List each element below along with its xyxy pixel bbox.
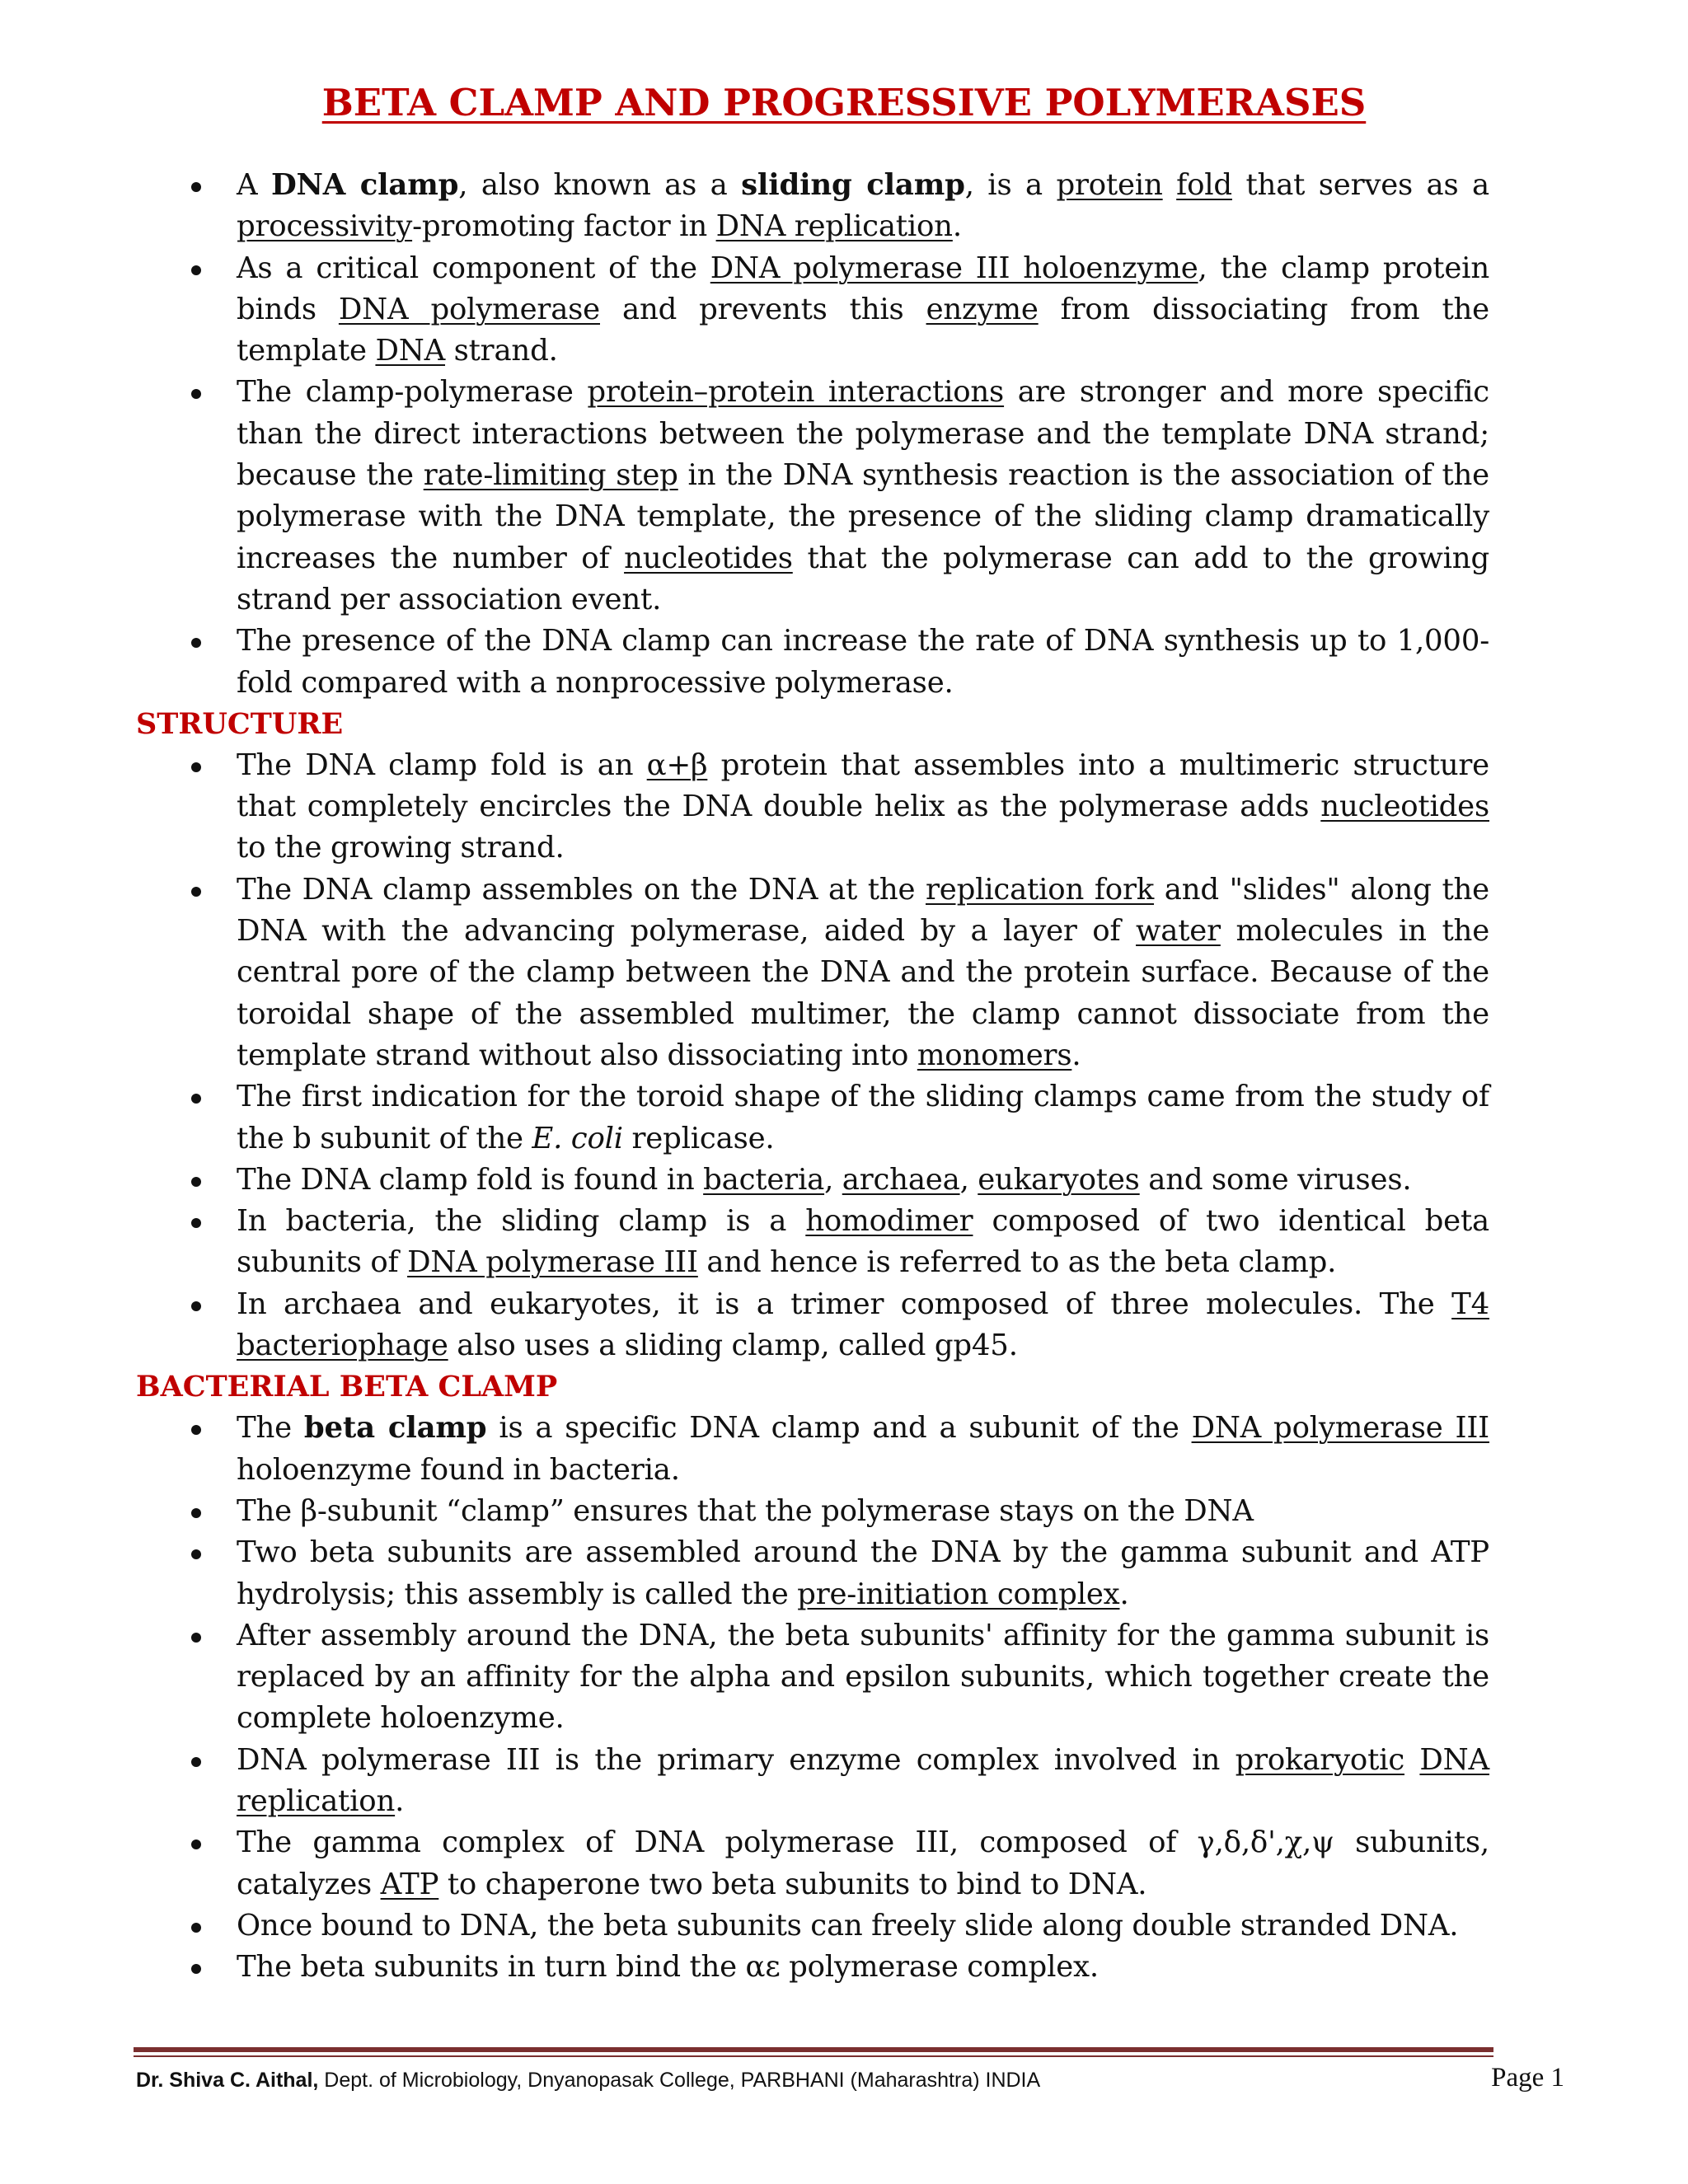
link-term[interactable]: prokaryotic — [1235, 1742, 1405, 1777]
text-run: After assembly around the DNA, the beta subunits' affinity for the gamma subunit is replaced by an affinity for the alpha and epsilon subunits, which together create the complete holoenzyme. — [237, 1618, 1489, 1736]
text-run: from dissociating from the template — [237, 292, 1489, 368]
text-run: and some viruses. — [1139, 1162, 1412, 1197]
footer-affiliation: Dept. of Microbiology, Dnyanopasak College, PARBHANI (Maharashtra) INDIA — [318, 2069, 1041, 2092]
italic-term: E. coli — [532, 1121, 623, 1155]
list-item — [136, 1532, 1489, 1615]
text-run: also uses a sliding clamp, called gp45. — [448, 1329, 1018, 1363]
link-term[interactable]: DNA — [375, 334, 446, 368]
link-term[interactable]: archaea — [842, 1162, 960, 1197]
text-run: that the polymerase can add to the growing strand per association event. — [237, 541, 1489, 616]
text-run: Once bound to DNA, the beta subunits can freely slide along double stranded DNA. — [237, 1908, 1459, 1943]
list-item — [136, 248, 1489, 373]
text-run — [1163, 168, 1177, 202]
text-run: , — [824, 1162, 842, 1197]
link-term[interactable]: DNA replication — [237, 1742, 1489, 1818]
link-term[interactable]: water — [1136, 914, 1221, 949]
list-item — [136, 372, 1489, 621]
text-run: In archaea and eukaryotes, it is a trimer composed of three molecules. The — [237, 1286, 1452, 1321]
text-run: in the DNA synthesis reaction is the association of the polymerase with the DNA template, the presence of the sliding clamp dramatically increases the number of — [237, 458, 1489, 575]
text-run: The first indication for the toroid shape of the sliding clamps came from the study of the b subunit of the — [237, 1080, 1489, 1155]
link-term[interactable]: fold — [1176, 168, 1232, 202]
text-run — [1404, 1743, 1419, 1777]
text-run: . — [1071, 1038, 1081, 1072]
text-run: As a critical component of the — [237, 251, 710, 285]
bold-term: beta clamp — [303, 1411, 487, 1446]
text-run: -promoting factor in — [412, 209, 716, 244]
link-term[interactable]: nucleotides — [624, 541, 793, 575]
text-run: protein that assembles into a multimeric structure that completely encircles the DNA double helix as the polymerase adds — [237, 748, 1489, 824]
link-term[interactable]: protein–protein interactions — [587, 375, 1005, 410]
section-heading-structure: STRUCTURE — [136, 706, 344, 741]
text-run: The gamma complex of DNA polymerase III, composed of γ,δ,δ',χ,ψ subunits, catalyzes — [237, 1825, 1489, 1901]
section-heading-bacterial-beta-clamp: BACTERIAL BETA CLAMP — [136, 1370, 558, 1404]
text-run: . — [952, 209, 962, 244]
text-run: are stronger and more specific than the direct interactions between the polymerase and the template DNA strand; because the — [237, 375, 1489, 493]
list-item — [136, 1491, 1489, 1532]
list-item — [136, 165, 1489, 248]
text-run: is a specific DNA clamp and a subunit of the — [486, 1411, 1192, 1446]
text-run: DNA polymerase III is the primary enzyme complex involved in — [237, 1742, 1236, 1777]
list-item — [136, 869, 1489, 1076]
text-run: Two beta subunits are assembled around the DNA by the gamma subunit and ATP hydrolysis; this assembly is called the — [237, 1535, 1489, 1611]
page-title: BETA CLAMP AND PROGRESSIVE POLYMERASES — [321, 81, 1367, 124]
text-run: The — [237, 1411, 304, 1446]
page-number: Page 1 — [1491, 2063, 1564, 2093]
link-term[interactable]: bacteria — [703, 1162, 825, 1197]
text-run: , — [959, 1162, 978, 1197]
link-term[interactable]: rate-limiting step — [423, 458, 678, 493]
link-term[interactable]: monomers — [917, 1038, 1072, 1072]
text-run: The β-subunit “clamp” ensures that the polymerase stays on the DNA — [237, 1493, 1254, 1528]
text-run: . — [395, 1783, 405, 1818]
link-term[interactable]: processivity — [237, 209, 413, 244]
bacterial-list — [136, 1408, 1489, 1988]
text-run: , also known as a — [458, 168, 742, 202]
link-term[interactable]: ATP — [380, 1867, 439, 1901]
list-item — [136, 1076, 1489, 1160]
text-run: and "slides" along the DNA with the advancing polymerase, aided by a layer of — [237, 872, 1489, 949]
structure-list — [136, 745, 1489, 1366]
text-run: The DNA clamp fold is found in — [237, 1162, 704, 1197]
footer-divider-thin — [134, 2055, 1493, 2057]
link-term[interactable]: DNA polymerase — [338, 292, 600, 326]
text-run: , the clamp protein binds — [237, 251, 1490, 326]
text-run: A — [237, 168, 271, 202]
text-run: replicase. — [622, 1121, 775, 1155]
list-item — [136, 1740, 1489, 1823]
link-term[interactable]: DNA polymerase III holoenzyme — [710, 251, 1198, 285]
text-run: to the growing strand. — [237, 831, 565, 865]
intro-list — [136, 165, 1489, 704]
link-term[interactable]: eukaryotes — [978, 1162, 1140, 1197]
list-item — [136, 745, 1489, 869]
text-run: The beta subunits in turn bind the αε polymerase complex. — [237, 1950, 1099, 1985]
link-term[interactable]: DNA polymerase III — [1191, 1411, 1489, 1446]
list-item — [136, 1160, 1489, 1201]
text-run: that serves as a — [1231, 168, 1489, 202]
list-item — [136, 1408, 1489, 1491]
text-run: composed of two identical beta subunits of — [237, 1204, 1489, 1280]
list-item — [136, 1905, 1489, 1947]
link-term[interactable]: T4 bacteriophage — [237, 1286, 1489, 1363]
link-term[interactable]: DNA polymerase III — [407, 1245, 698, 1280]
text-run: molecules in the central pore of the clamp between the DNA and the protein surface. Because of the toroidal shape of the assembled multimer, the clamp cannot dissociate from the template strand without also dissociating into — [237, 914, 1489, 1072]
text-run: . — [1119, 1577, 1129, 1611]
text-run: and hence is referred to as the beta clamp. — [697, 1245, 1337, 1280]
text-run: and prevents this — [600, 292, 926, 326]
link-term[interactable]: homodimer — [805, 1204, 973, 1239]
text-run: to chaperone two beta subunits to bind to DNA. — [438, 1867, 1147, 1901]
link-term[interactable]: replication fork — [926, 872, 1155, 907]
text-run: In bacteria, the sliding clamp is a — [237, 1204, 806, 1239]
link-term[interactable]: enzyme — [926, 292, 1039, 326]
document-body — [136, 165, 1489, 1988]
text-run: strand. — [445, 334, 558, 368]
link-term[interactable]: DNA replication — [715, 209, 953, 244]
text-run: The DNA clamp fold is an — [237, 748, 647, 782]
list-item — [136, 1201, 1489, 1284]
text-run: The DNA clamp assembles on the DNA at the — [237, 872, 926, 907]
link-term[interactable]: pre-initiation complex — [797, 1577, 1120, 1611]
text-run: The clamp-polymerase — [237, 375, 588, 410]
footer-divider — [134, 2047, 1493, 2052]
footer-author: Dr. Shiva C. Aithal, — [136, 2069, 319, 2092]
list-item — [136, 1284, 1489, 1367]
link-term[interactable]: protein — [1056, 168, 1163, 202]
list-item — [136, 1615, 1489, 1740]
bold-term: DNA clamp — [270, 168, 459, 202]
list-item — [136, 621, 1489, 704]
footer-credit — [136, 2069, 1040, 2093]
text-run: , is a — [964, 168, 1057, 202]
list-item — [136, 1822, 1489, 1905]
link-term[interactable]: nucleotides — [1320, 790, 1489, 824]
text-run: The presence of the DNA clamp can increase the rate of DNA synthesis up to 1,000-fold compared with a nonprocessive polymerase. — [237, 624, 1489, 700]
list-item — [136, 1947, 1489, 1988]
link-term[interactable]: α+β — [646, 748, 708, 782]
text-run: holoenzyme found in bacteria. — [237, 1452, 680, 1487]
bold-term: sliding clamp — [741, 168, 965, 202]
